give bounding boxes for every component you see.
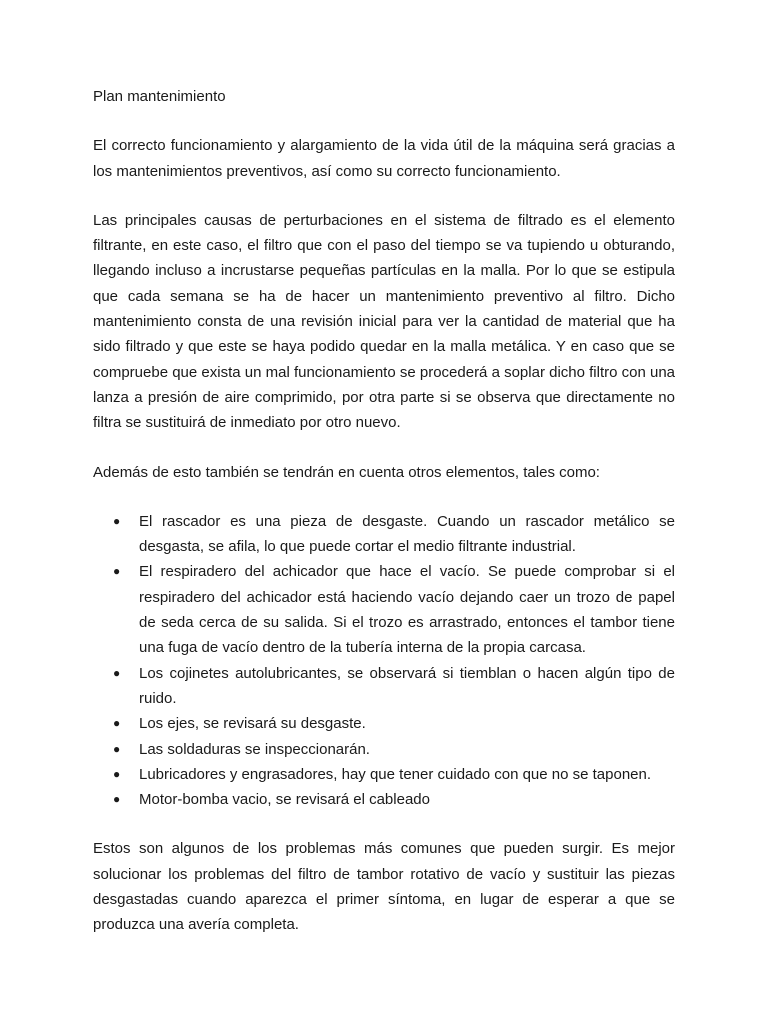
maintenance-items-list [93,509,675,813]
list-item-text: Los cojinetes autolubricantes, se observará si tiemblan o hacen algún tipo de ruido. [139,664,675,707]
list-item-text: Motor-bomba vacio, se revisará el cableado [139,791,430,809]
list-item-ejes [93,711,675,736]
bullet-icon: ● [113,513,121,528]
list-item-text: El respiradero del achicador que hace el vacío. Se puede comprobar si el respiradero del achicador está haciendo vacío dejando caer un trozo de papel de seda cerca de su salida. Si el trozo es arrastrado, entonces el tambor tiene una fuga de vacío dentro de la tubería interna de la propia carcasa. [139,563,675,657]
list-item-lubricadores [93,762,675,787]
list-item-text: El rascador es una pieza de desgaste. Cuando un rascador metálico se desgasta, se afila, lo que puede cortar el medio filtrante industrial. [139,512,675,556]
list-item-respiradero [93,559,675,660]
list-item-text: Los ejes, se revisará su desgaste. [139,715,366,733]
bullet-icon: ● [113,792,121,807]
bullet-icon: ● [113,716,121,731]
list-item-cojinetes [93,661,675,712]
paragraph-intro: El correcto funcionamiento y alargamiento de la vida útil de la máquina será gracias a los mantenimientos preventivos, así como su correcto funcionamiento. [93,137,675,180]
bullet-icon: ● [113,665,121,680]
paragraph-other-elements: Además de esto también se tendrán en cuenta otros elementos, tales como: [93,463,600,481]
paragraph-closing: Estos son algunos de los problemas más comunes que pueden surgir. Es mejor solucionar los problemas del filtro de tambor rotativo de vacío y sustituir las piezas desgastadas cuando aparezca el primer síntoma, en lugar de esperar a que se produzca una avería completa. [93,840,675,934]
list-item-rascador [93,509,675,560]
bullet-icon: ● [113,766,121,781]
document-title: Plan mantenimiento [93,88,226,105]
list-item-soldaduras [93,737,675,762]
list-item-text: Las soldaduras se inspeccionarán. [139,740,370,758]
list-item-text: Lubricadores y engrasadores, hay que tener cuidado con que no se taponen. [139,765,652,783]
paragraph-causes: Las principales causas de perturbaciones en el sistema de filtrado es el elemento filtrante, en este caso, el filtro que con el paso del tiempo se va tupiendo u obturando, llegando incluso a incrustarse pequeñas partículas en la malla. Por lo que se estipula que cada semana se ha de hacer un mantenimiento preventivo al filtro. Dicho mantenimiento consta de una revisión inicial para ver la cantidad de material que ha sido filtrado y que este se haya podido quedar en la malla metálica. Y en caso que se compruebe que exista un mal funcionamiento se procederá a soplar dicho filtro con una lanza a presión de aire comprimido, por otra parte si se observa que directamente no filtra se sustituirá de inmediato por otro nuevo. [93,211,676,432]
list-item-motor-bomba [93,787,675,812]
bullet-icon: ● [113,564,121,579]
bullet-icon: ● [113,741,121,756]
document-page [93,84,675,938]
